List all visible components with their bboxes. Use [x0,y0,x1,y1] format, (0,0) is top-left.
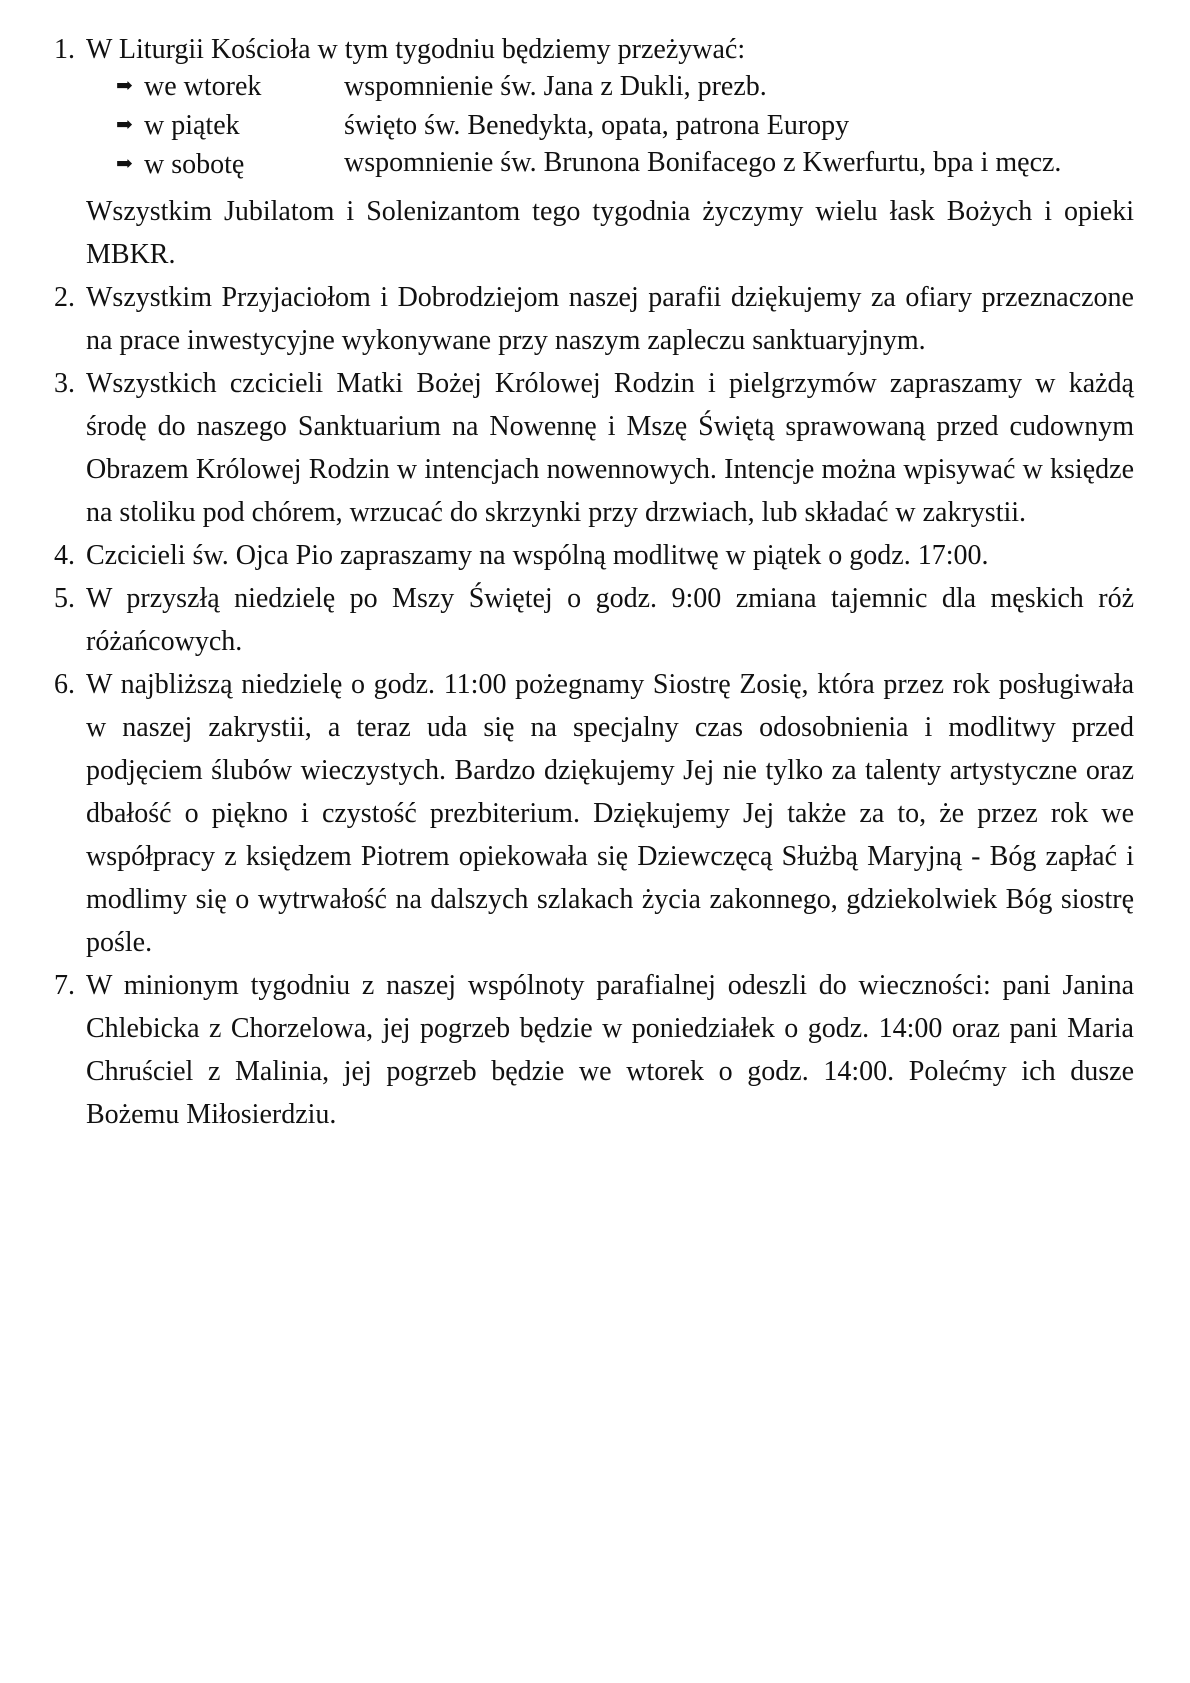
item-number: 2. [54,282,75,313]
schedule-day: w piątek [144,110,240,141]
item-text: W przyszłą niedzielę po Mszy Świętej o godz. 9:00 zmiana tajemnic dla męskich róż różańcowych. [86,583,1134,657]
announcement-item-1 [54,28,1134,276]
item-after-text: Wszystkim Jubilatom i Solenizantom tego tygodnia życzymy wielu łask Bożych i opieki MBKR. [86,196,1134,270]
schedule-desc: święto św. Benedykta, opata, patrona Europy [344,110,850,141]
announcement-item-3 [54,362,1134,534]
item-text: W minionym tygodniu z naszej wspólnoty parafialnej odeszli do wieczności: pani Janina Chlebicka z Chorzelowa, jej pogrzeb będzie w poniedziałek o godz. 14:00 oraz pani Maria Chruściel z Malinia, jej pogrzeb będzie we wtorek o godz. 14:00. Polećmy ich dusze Bożemu Miłosierdziu. [86,970,1134,1130]
item-number: 6. [54,669,75,700]
arrow-bullet-icon: ➡ [116,114,133,136]
announcements-list [54,28,1134,1136]
announcement-item-7 [54,964,1134,1136]
announcement-item-6 [54,663,1134,964]
schedule-day: we wtorek [144,71,262,102]
item-number: 1. [54,34,75,65]
schedule-row [86,67,1134,106]
schedule-desc: wspomnienie św. Brunona Bonifacego z Kwerfurtu, bpa i męcz. [344,147,1062,178]
item-text: Czcicieli św. Ojca Pio zapraszamy na wspólną modlitwę w piątek o godz. 17:00. [86,540,989,571]
item-number: 5. [54,583,75,614]
item-number: 4. [54,540,75,571]
schedule-desc: wspomnienie św. Jana z Dukli, prezb. [344,71,767,102]
schedule-row [86,145,1134,184]
announcement-item-4 [54,534,1134,577]
arrow-bullet-icon: ➡ [116,153,133,175]
announcement-item-2 [54,276,1134,362]
item-number: 3. [54,368,75,399]
item-text: W najbliższą niedzielę o godz. 11:00 pożegnamy Siostrę Zosię, która przez rok posługiwała w naszej zakrystii, a teraz uda się na specjalny czas odosobnienia i modlitwy przed podjęciem ślubów wieczystych. Bardzo dziękujemy Jej nie tylko za talenty artystyczne oraz dbałość o piękno i czystość prezbiterium. Dziękujemy Jej także za to, że przez rok we współpracy z księdzem Piotrem opiekowała się Dziewczęcą Służbą Maryjną - Bóg zapłać i modlimy się o wytrwałość na dalszych szlakach życia zakonnego, gdziekolwiek Bóg siostrę pośle. [86,669,1134,958]
schedule-day: w sobotę [144,149,245,180]
item-text: Wszystkim Przyjaciołom i Dobrodziejom naszej parafii dziękujemy za ofiary przeznaczone na prace inwestycyjne wykonywane przy naszym zapleczu sanktuaryjnym. [86,282,1134,356]
item-text: W Liturgii Kościoła w tym tygodniu będziemy przeżywać: [86,34,746,65]
announcement-item-5 [54,577,1134,663]
arrow-bullet-icon: ➡ [116,75,133,97]
liturgy-schedule [86,67,1134,184]
item-number: 7. [54,970,75,1001]
item-text: Wszystkich czcicieli Matki Bożej Królowej Rodzin i pielgrzymów zapraszamy w każdą środę do naszego Sanktuarium na Nowennę i Mszę Świętą sprawowaną przed cudownym Obrazem Królowej Rodzin w intencjach nowennowych. Intencje można wpisywać w księdze na stoliku pod chórem, wrzucać do skrzynki przy drzwiach, lub składać w zakrystii. [86,368,1134,528]
schedule-row [86,106,1134,145]
